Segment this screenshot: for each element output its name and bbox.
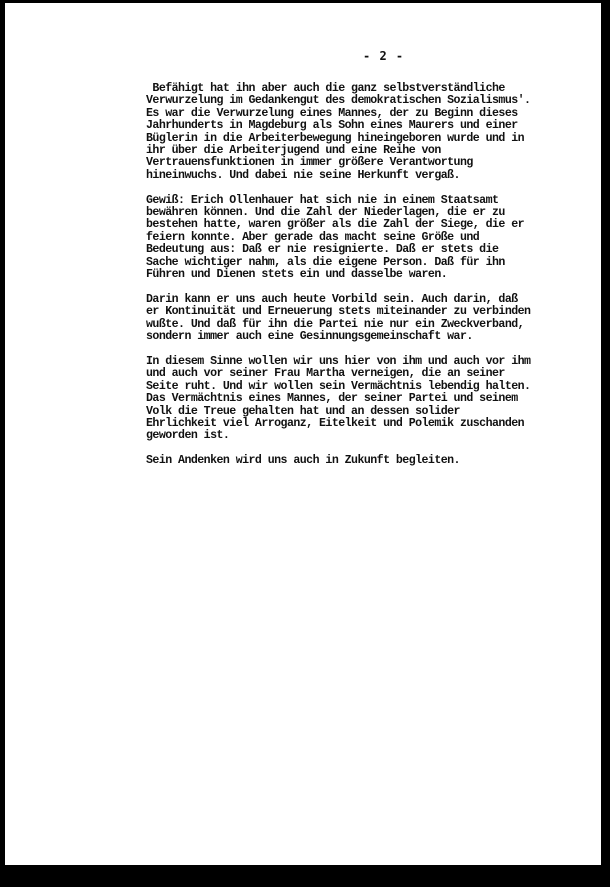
paragraph-1 bbox=[146, 83, 586, 182]
text-line: Das Vermächtnis eines Mannes, der seiner Partei und seinem bbox=[146, 392, 518, 406]
text-line: Gewiß: Erich Ollenhauer hat sich nie in einem Staatsamt bbox=[146, 193, 499, 207]
text-line: Darin kann er uns auch heute Vorbild sein. Auch darin, daß bbox=[146, 292, 518, 306]
text-line: ihr über die Arbeiterjugend und eine Reihe von bbox=[146, 144, 441, 158]
text-line: sondern immer auch eine Gesinnungsgemeinschaft war. bbox=[146, 330, 473, 344]
text-line: feiern konnte. Aber gerade das macht seine Größe und bbox=[146, 230, 480, 244]
paragraph-4 bbox=[146, 356, 586, 443]
text-line: Bedeutung aus: Daß er nie resignierte. Daß er stets die bbox=[146, 243, 499, 257]
text-line: Befähigt hat ihn aber auch die ganz selbstverständliche bbox=[146, 82, 505, 95]
text-line: wußte. Und daß für ihn die Partei nie nur ein Zweckverband, bbox=[146, 317, 525, 331]
text-line: bewähren können. Und die Zahl der Niederlagen, die er zu bbox=[146, 206, 505, 220]
text-line: Verwurzelung im Gedankengut des demokratischen Sozialismus'. bbox=[146, 94, 531, 108]
text-line: Volk die Treue gehalten hat und an dessen solider bbox=[146, 404, 460, 418]
paragraph-2 bbox=[146, 195, 586, 282]
text-line: Jahrhunderts in Magdeburg als Sohn eines Maurers und einer bbox=[146, 119, 518, 133]
text-line: Ehrlichkeit viel Arroganz, Eitelkeit und Polemik zuschanden bbox=[146, 416, 525, 430]
text-line: hineinwuchs. Und dabei nie seine Herkunft vergaß. bbox=[146, 168, 460, 182]
text-line: Seite ruht. Und wir wollen sein Vermächtnis lebendig halten. bbox=[146, 379, 531, 393]
text-line: In diesem Sinne wollen wir uns hier von ihm und auch vor ihm bbox=[146, 354, 531, 368]
text-line: Büglerin in die Arbeiterbewegung hineingeboren wurde und in bbox=[146, 131, 525, 145]
text-line: Vertrauensfunktionen in immer größere Verantwortung bbox=[146, 156, 473, 170]
text-line: und auch vor seiner Frau Martha verneigen, die an seiner bbox=[146, 367, 505, 381]
text-line: er Kontinuität und Erneuerung stets miteinander zu verbinden bbox=[146, 305, 531, 319]
paragraph-3 bbox=[146, 294, 586, 344]
paragraph-5 bbox=[146, 455, 586, 467]
page-number: - 2 - bbox=[363, 49, 405, 63]
document-body bbox=[146, 83, 586, 480]
text-line: Es war die Verwurzelung eines Mannes, der zu Beginn dieses bbox=[146, 106, 518, 120]
text-line: bestehen hatte, waren größer als die Zahl der Siege, die er bbox=[146, 218, 525, 232]
text-line: Sein Andenken wird uns auch in Zukunft begleiten. bbox=[146, 454, 460, 468]
text-line: geworden ist. bbox=[146, 429, 230, 443]
text-line: Führen und Dienen stets ein und dasselbe waren. bbox=[146, 268, 448, 282]
text-line: Sache wichtiger nahm, als die eigene Person. Daß für ihn bbox=[146, 255, 505, 269]
